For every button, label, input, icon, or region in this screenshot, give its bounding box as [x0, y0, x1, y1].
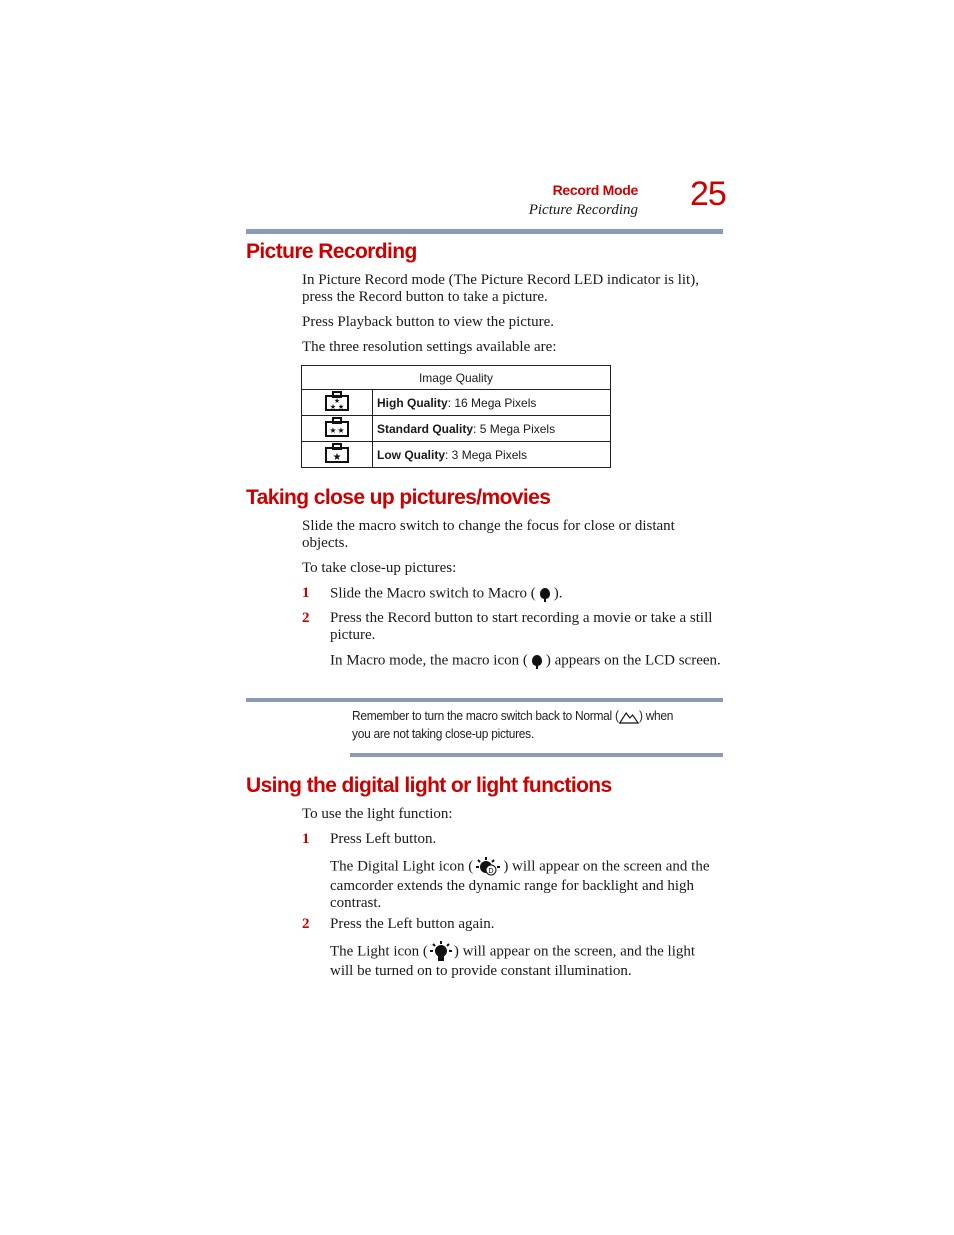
step-number: 1: [302, 585, 310, 601]
table-cell: High Quality: 16 Mega Pixels: [373, 390, 611, 416]
running-header-subsection: Picture Recording: [528, 202, 638, 218]
paragraph: Press Playback button to view the picture.: [302, 314, 555, 330]
paragraph: In Picture Record mode (The Picture Record LED indicator is lit), press the Record button to take a picture.: [302, 272, 699, 305]
section-title-light: Using the digital light or light functions: [246, 774, 612, 797]
image-quality-table: [301, 365, 611, 468]
light-icon: [428, 941, 454, 963]
svg-text:★: ★: [337, 403, 345, 411]
running-header-section: Record Mode: [552, 182, 638, 198]
step-text: Press Left button.: [330, 831, 437, 847]
step-number: 2: [302, 916, 310, 932]
page-number: 25: [690, 175, 726, 213]
step-note: The Light icon ( ) will appear on the screen, and the light will be turned on to provide constant illumination.: [330, 941, 722, 980]
paragraph: To use the light function:: [302, 806, 453, 822]
svg-text:★: ★: [332, 452, 342, 463]
section-title-picture-recording: Picture Recording: [246, 240, 417, 263]
note-text: Remember to turn the macro switch back to Normal ( ) when you are not taking close-up pictures.: [352, 708, 674, 741]
table-row: [302, 416, 611, 442]
paragraph: Slide the macro switch to change the focus for close or distant objects.: [302, 518, 675, 551]
svg-text:★: ★: [329, 403, 337, 411]
header-rule: [246, 229, 723, 234]
svg-text:★: ★: [337, 426, 345, 435]
step-text: Slide the Macro switch to Macro ( ).: [330, 585, 563, 602]
svg-text:★: ★: [333, 397, 341, 405]
table-header-row: [302, 366, 611, 390]
high-quality-icon: [302, 390, 373, 416]
step-note: In Macro mode, the macro icon ( ) appears on the LCD screen.: [330, 652, 721, 669]
paragraph: The three resolution settings available are:: [302, 339, 557, 355]
step-number: 1: [302, 831, 310, 847]
paragraph: To take close-up pictures:: [302, 560, 457, 576]
note-top-rule: [246, 698, 723, 702]
note-bottom-rule: [350, 753, 723, 757]
svg-text:★: ★: [329, 426, 337, 435]
macro-icon: [528, 652, 546, 670]
table-row: [302, 390, 611, 416]
standard-quality-icon: [302, 416, 373, 442]
table-cell: Standard Quality: 5 Mega Pixels: [373, 416, 611, 442]
macro-icon: [536, 585, 554, 603]
normal-mode-icon: [619, 710, 639, 724]
step-note: The Digital Light icon ( D ) will appear on the screen and the camcorder extends the dynamic range for backlight and high contrast.: [330, 856, 722, 912]
digital-light-icon: [473, 856, 503, 878]
svg-text:D: D: [488, 867, 495, 875]
table-header: Image Quality: [302, 366, 611, 390]
step-number: 2: [302, 610, 310, 626]
table-row: [302, 442, 611, 468]
step-text: Press the Left button again.: [330, 916, 495, 932]
low-quality-icon: [302, 442, 373, 468]
step-text: Press the Record button to start recording a movie or take a still picture.: [330, 610, 713, 643]
section-title-close-up: Taking close up pictures/movies: [246, 486, 551, 509]
table-cell: Low Quality: 3 Mega Pixels: [373, 442, 611, 468]
